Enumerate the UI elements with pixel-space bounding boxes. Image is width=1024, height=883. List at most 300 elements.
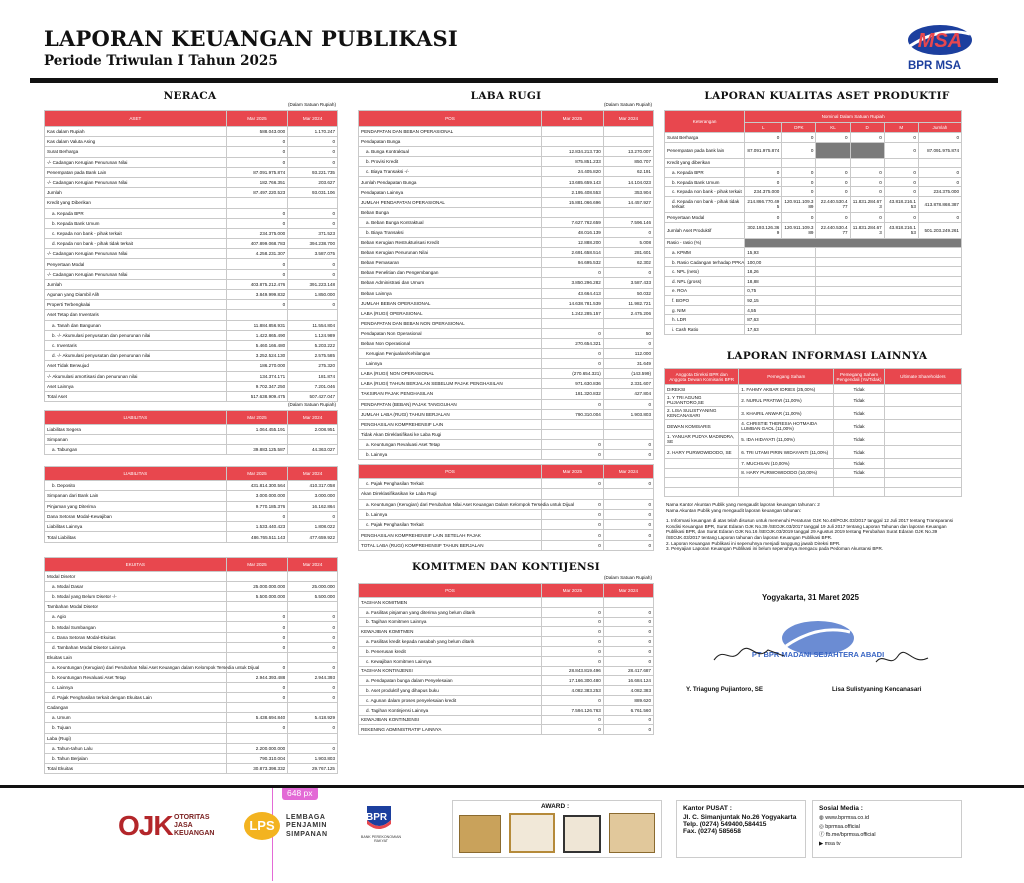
column-header: Mar 2024 (288, 467, 338, 481)
row-value: 0 (782, 133, 816, 143)
row-label: b. -/- Akumulasi penyusutan dan penurunan nilai (45, 330, 227, 340)
row-label: b. Kepada Bank Umum (45, 218, 227, 228)
table-row (45, 713, 338, 723)
table-row (45, 239, 338, 249)
empty-cell (816, 276, 962, 286)
row-value-2024: 181.874 (288, 371, 338, 381)
row-value-2025 (541, 207, 603, 217)
row-value (745, 158, 782, 168)
row-value-2025: 30.873.398.332 (226, 763, 288, 773)
row-value-2024: 0 (603, 268, 653, 278)
row-value-2025: 0 (226, 642, 288, 652)
row-value: 0 (884, 177, 918, 187)
row-value-2024: 62.302 (603, 258, 653, 268)
column-header: Mar 2024 (603, 111, 653, 127)
row-value: 0 (782, 168, 816, 178)
column-header: POS (359, 111, 542, 127)
row-label: -/- Cadangan Kerugian Penurunan Nilai (45, 269, 227, 279)
table-row (359, 127, 654, 137)
table-row (45, 763, 338, 773)
row-value-2024: 0 (288, 693, 338, 703)
row-value-2024 (288, 435, 338, 445)
row-label: LABA (RUGI) OPERASIONAL (359, 308, 542, 318)
table-row (45, 612, 338, 622)
row-value-2025: 2.195.408.553 (541, 187, 603, 197)
column-header: Mar 2024 (288, 411, 338, 425)
ratio-label: h. LDR (665, 315, 745, 325)
liabilitas-table-2 (44, 466, 338, 543)
row-value-2024: 0 (288, 622, 338, 632)
social-link[interactable]: www.bprmsa.co.id (825, 815, 869, 821)
column-header: Mar 2024 (603, 584, 653, 598)
row-value-2025: 134.374.171 (226, 371, 288, 381)
row-value: 0 (850, 212, 884, 222)
row-value-2025: 3.252.524.130 (226, 351, 288, 361)
row-value-2025 (226, 435, 288, 445)
table-row (665, 238, 962, 248)
table-row (45, 351, 338, 361)
shareholder: 5. IDA HIDAYATI (11,00%) (739, 433, 834, 446)
kualitas-title: LAPORAN KUALITAS ASET PRODUKTIF (704, 90, 950, 102)
row-value-2024: 3.587.433 (603, 278, 653, 288)
table-row (359, 676, 654, 686)
row-value-2024 (603, 318, 653, 328)
row-value-2024: 1.903.803 (288, 753, 338, 763)
bpr-mark: BPR (366, 812, 388, 823)
row-value-2024: 0 (288, 218, 338, 228)
signature-2-icon (872, 650, 932, 670)
row-value-2024: 0 (288, 723, 338, 733)
row-value-2025: 0 (541, 359, 603, 369)
table-row (45, 572, 338, 582)
row-value-2024 (603, 598, 653, 608)
controlling-flag: Tidak (834, 407, 884, 420)
row-label: Beban Kerugian Restrukturisasi Kredit (359, 238, 542, 248)
row-value-2024 (603, 127, 653, 137)
row-value-2024: 13.270.007 (603, 147, 653, 157)
row-value: 0 (918, 133, 961, 143)
social-link[interactable]: msa tv (824, 840, 841, 847)
ratio-label: g. NIM (665, 305, 745, 315)
row-value-2024: 0 (288, 632, 338, 642)
column-header: L (745, 123, 782, 133)
table-row (45, 391, 338, 401)
row-value-2024: 0 (288, 743, 338, 753)
row-value-2025: 790.310.004 (541, 409, 603, 419)
table-row (665, 407, 962, 420)
row-value-2024: 0 (603, 338, 653, 348)
aset-table (44, 110, 338, 402)
row-value-2025 (226, 733, 288, 743)
column-header: Mar 2025 (226, 411, 288, 425)
row-label: a. Tahun-tahun Lalu (45, 743, 227, 753)
table-row (45, 228, 338, 238)
board-member: 2. HARY PURWOWIDODO, SE (665, 446, 739, 459)
row-value-2024 (288, 572, 338, 582)
table-row (359, 540, 654, 550)
table-row (45, 622, 338, 632)
award-item (509, 813, 555, 853)
board-member: 1. YANUAR PUDYA MADINDRA, SE (665, 433, 739, 446)
row-value-2025 (541, 137, 603, 147)
row-label: TAGIHAN KOMITMEN (359, 598, 542, 608)
row-label: Liabilitas Lainnya (45, 522, 227, 532)
ultimate-shareholder (884, 459, 961, 468)
row-value-2025: 0 (541, 509, 603, 519)
row-value-2025 (226, 198, 288, 208)
table-row (359, 389, 654, 399)
row-label: PENGHASILAN KOMPREHENSIF LAIN (359, 419, 542, 429)
table-row (45, 188, 338, 198)
row-value-2024: 50 (603, 328, 653, 338)
table-row (359, 509, 654, 519)
row-label: Kredit yang Diberikan (45, 198, 227, 208)
row-value: 0 (918, 168, 961, 178)
ratio-label: c. NPL (neto) (665, 267, 745, 277)
row-value-2024: 0 (288, 259, 338, 269)
brand-logo (900, 20, 980, 76)
table-row (359, 419, 654, 429)
shareholder: 1. FAHMY AKBAR IDRIES (25,00%) (739, 385, 834, 394)
row-label: a. Tanah dan Bangunan (45, 320, 227, 330)
row-label: b. Deposito (45, 481, 227, 491)
row-value-2024: 203.627 (288, 177, 338, 187)
row-label: c. Dana Setoran Modal-Ekuitas (45, 632, 227, 642)
row-value-2025: 2.200.000.000 (226, 743, 288, 753)
row-label: a. Keuntungan (Kerugian) dari Perubahan Nilai Aset Keuangan dalam Kelompok Tersedia untuk Dijual (45, 662, 227, 672)
row-label: -/- Akumulasi amortisasi dan penurunan nilai (45, 371, 227, 381)
row-value-2025 (541, 429, 603, 439)
row-label: Kas dalam Valuta Asing (45, 137, 227, 147)
row-label: Pinjaman yang Diterima (45, 501, 227, 511)
row-value-2025: 0 (541, 479, 603, 489)
ojk-line: OTORITAS (174, 814, 210, 821)
row-label: Aset Tidak Berwujud (45, 361, 227, 371)
ultimate-shareholder (884, 478, 961, 487)
row-label: c. Pajak Penghasilan Terkait (359, 479, 542, 489)
row-value-2025: 0 (541, 439, 603, 449)
row-value: 11.831.284.673 (850, 196, 884, 212)
row-label: a. Modal Dasar (45, 582, 227, 592)
column-header: Mar 2025 (226, 558, 288, 572)
row-value-2024: 0 (603, 656, 653, 666)
row-value-2024 (288, 733, 338, 743)
column-header: LIABILITAS (45, 467, 227, 481)
row-value-2025: 3.849.999.832 (226, 290, 288, 300)
row-label: Penempatan pada bank lain (665, 142, 745, 158)
neraca-title: NERACA (163, 90, 217, 102)
table-row (359, 607, 654, 617)
web-icon: ◍ (819, 815, 826, 821)
row-value: 501.203.249.261 (918, 222, 961, 238)
table-row (665, 222, 962, 238)
row-value-2024: 7.596.146 (603, 217, 653, 227)
row-label: Kas dalam Rupiah (45, 127, 227, 137)
row-value-2024: 25.000.000 (288, 582, 338, 592)
row-value-2024: 0 (603, 520, 653, 530)
ratio-value: 18,26 (745, 267, 816, 277)
row-value-2024: 394.238.700 (288, 239, 338, 249)
row-value-2024: 0 (603, 450, 653, 460)
table-row (665, 420, 962, 433)
row-label: PENDAPATAN (BEBAN) PAJAK TANGGUHAN (359, 399, 542, 409)
row-value: 413.878.868.387 (918, 196, 961, 212)
row-value-2025: 7.594.126.763 (541, 705, 603, 715)
note-line: Nama Akuntan Publik yang mengaudit laporan keuangan tahunan: (666, 507, 802, 513)
row-value-2024: 3.000.000 (288, 491, 338, 501)
row-label: Beban Lainnya (359, 288, 542, 298)
row-value-2025: 0 (541, 520, 603, 530)
labarugi-title: LABA RUGI (470, 90, 542, 102)
row-value-2025: 588.043.000 (226, 127, 288, 137)
column-header: Mar 2025 (541, 584, 603, 598)
table-row (359, 598, 654, 608)
row-value-2024: 0 (288, 137, 338, 147)
column-header: Mar 2025 (226, 111, 288, 127)
row-value-2025: 234.375.000 (226, 228, 288, 238)
table-row (45, 743, 338, 753)
empty-cell (816, 296, 962, 306)
kantor-line: Fax. (0274) 585658 (683, 828, 741, 835)
ratio-value: 4,55 (745, 305, 816, 315)
row-label: Akan Direklasifikasikan ke Laba Rugi (359, 489, 542, 499)
table-header-row (665, 369, 962, 385)
row-label: a. Fasilitas pinjaman yang diterima yang belum ditarik (359, 607, 542, 617)
controlling-flag (834, 487, 884, 496)
row-value-2024: 281.601 (603, 248, 653, 258)
row-value-2024: 2.475.206 (603, 308, 653, 318)
row-value (816, 158, 850, 168)
table-row (665, 142, 962, 158)
row-value-2024: 0 (288, 269, 338, 279)
row-value-2024 (288, 198, 338, 208)
row-value-2025: 4.258.231.307 (226, 249, 288, 259)
table-row (45, 683, 338, 693)
table-row (359, 187, 654, 197)
row-value-2025: 0 (226, 632, 288, 642)
row-value-2025: 4.082.383.253 (541, 686, 603, 696)
empty-cell (816, 315, 962, 325)
row-value-2024 (288, 703, 338, 713)
table-row (45, 269, 338, 279)
controlling-flag (834, 478, 884, 487)
row-label: b. Penerusan kredit (359, 646, 542, 656)
row-value: 214.866.770.495 (745, 196, 782, 212)
row-value: 0 (745, 168, 782, 178)
column-header: DPK (782, 123, 816, 133)
row-value: 0 (816, 177, 850, 187)
table-row (359, 429, 654, 439)
table-row (45, 582, 338, 592)
row-label: Modal Disetor (45, 572, 227, 582)
table-row (359, 298, 654, 308)
ojk-logo (118, 806, 230, 846)
ratio-value: 15,93 (745, 248, 816, 258)
row-value-2024: 93.221.735 (288, 167, 338, 177)
row-label: b. Kepada Bank Umum (665, 177, 745, 187)
table-row (45, 733, 338, 743)
table-row (359, 137, 654, 147)
row-label: PENDAPATAN DAN BEBAN NON OPERASIONAL (359, 318, 542, 328)
table-row (665, 487, 962, 496)
row-label: Jumlah (45, 188, 227, 198)
column-header: Mar 2024 (603, 465, 653, 479)
row-label: Surat Berharga (45, 147, 227, 157)
row-value-2024: 427.804 (603, 389, 653, 399)
row-value-2025: 39.883.125.587 (226, 445, 288, 455)
column-header: Ultimate Shareholders (884, 369, 961, 385)
column-header: Anggota Direksi BPR dan Anggota Dewan Komisaris BPR (665, 369, 739, 385)
row-value-2025: 0 (226, 218, 288, 228)
ratio-label: i. Cash Ratio (665, 324, 745, 334)
row-value-2025: 1.422.865.490 (226, 330, 288, 340)
row-value-2024: 0 (288, 147, 338, 157)
table-row (359, 686, 654, 696)
row-value: 120.911.109.389 (782, 222, 816, 238)
table-row (665, 468, 962, 477)
row-label: Lainnya (359, 359, 542, 369)
ultimate-shareholder (884, 487, 961, 496)
ratio-value: 17,63 (745, 324, 816, 334)
row-value-2024: 31.649 (603, 359, 653, 369)
row-label: PENDAPATAN DAN BEBAN OPERASIONAL (359, 127, 542, 137)
table-row (45, 445, 338, 455)
table-row (359, 167, 654, 177)
row-label: b. Tagihan Komitmen Lainnya (359, 617, 542, 627)
row-value-2025 (541, 419, 603, 429)
table-row (45, 361, 338, 371)
column-header: Mar 2024 (288, 111, 338, 127)
row-label: Total Aset (45, 391, 227, 401)
neraca-unit-2: (Dalam Satuan Rupiah) (287, 402, 336, 407)
social-title: Sosial Media : (819, 805, 863, 812)
row-value-2025: 87.091.975.874 (226, 167, 288, 177)
row-value-2024: 0 (288, 612, 338, 622)
table-row (359, 627, 654, 637)
row-label: -/- Cadangan Kerugian Penurunan Nilai (45, 157, 227, 167)
row-label: LABA (RUGI) TAHUN BERJALAN SEBELUM PAJAK PENGHASILAN (359, 379, 542, 389)
footnote-line: 1. Informasi keuangan di atas telah disusun untuk memenuhi Peraturan OJK No.48/POJK.03/2017 tanggal 12 Juli 2017 tentang Transparansi Kondisi Keuangan BPR, Surat Edaran OJK No.39 /SEOJK.03/2017 tanggal 19 Juli 2017 tentang Laporan Tahunan dan laporan Keuangan Publikasi BPR, dan Surat Edaran OJK No.16 /SEOJK.03/2019 tanggal 29 Agustus 2019 tentang Perubahan Surat Edaran OJK No.39 /SEOJK.03/2017 tentang Laporan tahunan dan laporan Keuangan Publikasi BPR. (666, 518, 954, 540)
table-row (45, 723, 338, 733)
column-header: M (884, 123, 918, 133)
table-row (359, 328, 654, 338)
place-date: Yogyakarta, 31 Maret 2025 (762, 593, 859, 602)
column-header: Pemegang Saham (739, 369, 834, 385)
row-value-2024: 0 (288, 300, 338, 310)
row-value-2024: 0 (603, 627, 653, 637)
row-label: PENGHASILAN KOMPREHENSIF LAIN SETELAH PAJAK (359, 530, 542, 540)
table-row (45, 157, 338, 167)
award-item (609, 813, 655, 853)
lps-mark: LPS (244, 812, 280, 840)
row-value-2024: 0 (288, 662, 338, 672)
lps-line: PENJAMIN (286, 822, 327, 830)
row-value-2025: 0 (226, 723, 288, 733)
row-value-2025: 0 (226, 622, 288, 632)
row-value-2024: 2.331.607 (603, 379, 653, 389)
row-value-2025: 0 (541, 540, 603, 550)
table-row (359, 288, 654, 298)
table-header-row (665, 111, 962, 123)
row-label: d. Tambahan Modal Disetor Lainnya (45, 642, 227, 652)
row-value-2025: 17.166.300.480 (541, 676, 603, 686)
komitmen-title: KOMITMEN DAN KONTIJENSI (412, 561, 600, 573)
shareholder: 3. KHAIRIL ANWAR (11,00%) (739, 407, 834, 420)
empty-cell (816, 248, 962, 258)
info-title: LAPORAN INFORMASI LAINNYA (726, 350, 928, 362)
row-label: a. Agio (45, 612, 227, 622)
row-value-2025: 0 (541, 617, 603, 627)
row-label: Surat Berharga (665, 133, 745, 143)
row-value: 0 (884, 168, 918, 178)
page-subtitle: Periode Triwulan I Tahun 2025 (44, 53, 278, 69)
row-value: 0 (745, 212, 782, 222)
row-value-2025: 486.765.511.143 (226, 532, 288, 542)
row-value-2024: 0 (603, 499, 653, 509)
row-value-2024: 2.575.585 (288, 351, 338, 361)
row-value-2024 (603, 207, 653, 217)
row-label: Penyertaan Modal (665, 212, 745, 222)
ultimate-shareholder (884, 420, 961, 433)
shareholder: 4. CHRISTIE THERESIA HOTMAIDA LUMBAN GAOL (11,00%) (739, 420, 834, 433)
row-value: 0 (816, 212, 850, 222)
row-label: Ekuitas Lain (45, 652, 227, 662)
row-value-2024: 0 (603, 637, 653, 647)
row-value-2025 (226, 572, 288, 582)
ultimate-shareholder (884, 468, 961, 477)
ultimate-shareholder (884, 407, 961, 420)
row-value-2024: 0 (603, 607, 653, 617)
column-header: POS (359, 465, 542, 479)
row-label: b. Lainnya (359, 509, 542, 519)
row-label: b. Modal Sumbangan (45, 622, 227, 632)
row-value-2024: 93.031.106 (288, 188, 338, 198)
table-row (665, 394, 962, 407)
msa-logo-icon (900, 20, 980, 60)
row-value-2024: 5.008 (603, 238, 653, 248)
row-label: TAGIHAN KONTINJENSI (359, 666, 542, 676)
row-label: a. Kepada BPR (665, 168, 745, 178)
row-value-2025: 790.310.004 (226, 753, 288, 763)
social-link[interactable]: bprmsa.official (825, 823, 860, 830)
table-row (665, 276, 962, 286)
ojk-mark: OJK (118, 810, 173, 841)
row-label: LABA (RUGI) NON OPERASIONAL (359, 369, 542, 379)
column-header: KL (816, 123, 850, 133)
table-row (665, 446, 962, 459)
row-value-2024: 62.191 (603, 167, 653, 177)
lps-line: SIMPANAN (286, 830, 328, 838)
row-label: a. Kepada BPR (45, 208, 227, 218)
row-value-2025: 13.685.659.143 (541, 177, 603, 187)
table-row (45, 340, 338, 350)
award-item (459, 815, 501, 853)
row-value-2025: 0 (541, 268, 603, 278)
table-row (45, 602, 338, 612)
row-value: 0 (782, 177, 816, 187)
social-link[interactable]: fb.me/bprmsa.official (825, 832, 876, 839)
row-value-2025: 0 (541, 656, 603, 666)
table-row (45, 218, 338, 228)
row-value-2025: 0 (541, 646, 603, 656)
row-label: Aset Tetap dan Inventaris (45, 310, 227, 320)
table-row (45, 652, 338, 662)
column-header: D (850, 123, 884, 133)
row-value-2024: 5.203.222 (288, 340, 338, 350)
table-row (359, 258, 654, 268)
row-value-2024 (603, 489, 653, 499)
row-label: a. Keuntungan Revaluasi Aset Tetap (359, 439, 542, 449)
